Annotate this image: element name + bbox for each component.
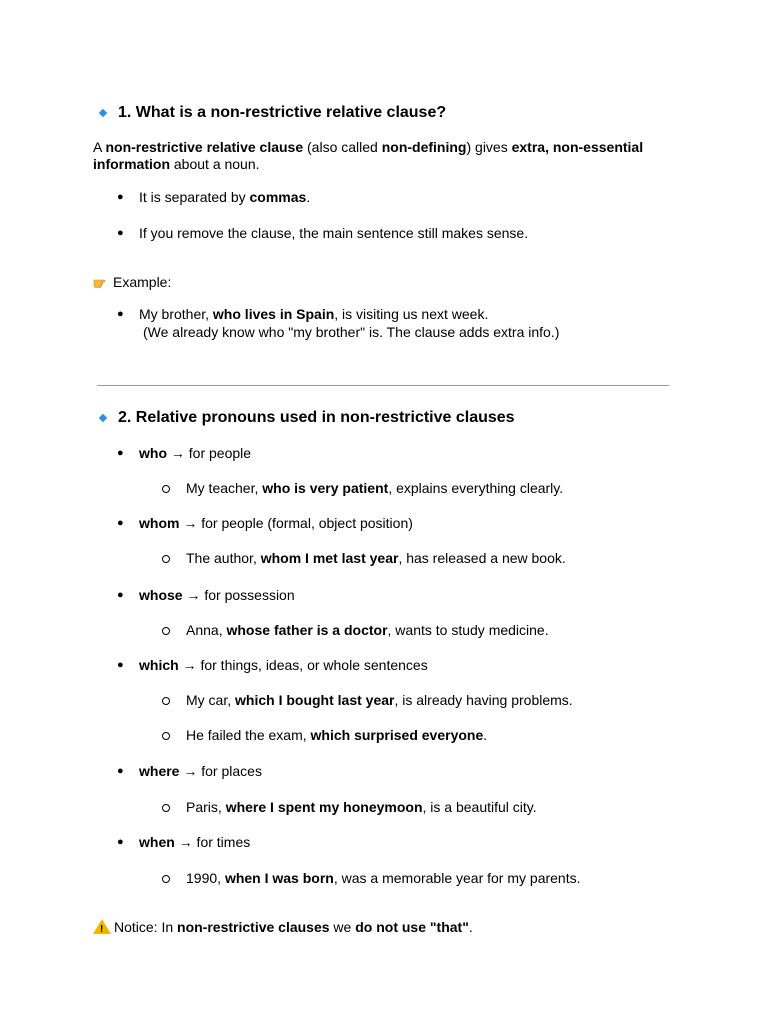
pronoun-desc: → for places: [179, 763, 262, 779]
pronoun-word: where: [139, 763, 180, 779]
pronoun-example: [186, 622, 549, 639]
notice-text-2: we: [329, 919, 356, 935]
bullet-icon: ●: [117, 517, 124, 529]
pronoun-example: [186, 550, 566, 567]
example-post: , wants to study medicine.: [387, 622, 549, 638]
bullet-icon: ●: [117, 447, 124, 459]
example-bold: which I bought last year: [235, 692, 395, 708]
example-post: , is a beautiful city.: [422, 799, 537, 815]
section-1-heading: [98, 104, 446, 122]
bullet-icon: ●: [117, 836, 124, 848]
bullet-icon: ●: [117, 659, 124, 671]
example-text-2: , is visiting us next week.: [334, 306, 489, 322]
intro-bold-4: information: [93, 156, 170, 172]
circle-bullet-icon: [162, 697, 170, 705]
intro-bold-2: non-defining: [381, 139, 467, 155]
notice-bold-1: non-restrictive clauses: [177, 919, 330, 935]
example-label: [93, 274, 171, 291]
pronoun-item-which: [139, 657, 428, 674]
pointing-hand-icon: [93, 275, 109, 287]
bullet-icon: ●: [117, 765, 124, 777]
pronoun-desc: → for possession: [182, 587, 295, 603]
pronoun-word: which: [139, 657, 179, 673]
point-text: If you remove the clause, the main sentence still makes sense.: [139, 225, 529, 241]
pronoun-desc: → for times: [174, 834, 251, 850]
pronoun-example: [186, 480, 563, 497]
pronoun-desc: → for people: [167, 445, 252, 461]
example-pre: My car,: [186, 692, 236, 708]
pronoun-example: [186, 727, 487, 744]
intro-text-2: (also called: [303, 139, 382, 155]
list-item: [139, 225, 528, 242]
pronoun-item-whom: [139, 515, 413, 532]
section-1-heading-text: 1. What is a non-restrictive relative clause?: [118, 104, 447, 121]
warning-icon: [93, 919, 111, 934]
section-divider: [97, 385, 669, 386]
point-text: It is separated by: [139, 189, 250, 205]
blue-diamond-icon: [99, 414, 107, 422]
example-pre: He failed the exam,: [186, 727, 311, 743]
pronoun-item-who: [139, 445, 251, 462]
example-bold: when I was born: [224, 870, 334, 886]
circle-bullet-icon: [162, 485, 170, 493]
pronoun-desc: → for things, ideas, or whole sentences: [178, 657, 428, 673]
example-pre: Paris,: [186, 799, 226, 815]
list-item: [139, 189, 310, 206]
bullet-icon: ●: [117, 308, 124, 320]
point-bold: commas: [249, 189, 307, 205]
pronoun-word: whom: [139, 515, 180, 531]
notice-line: [93, 919, 473, 936]
circle-bullet-icon: [162, 875, 170, 883]
example-post: , explains everything clearly.: [388, 480, 564, 496]
section-2-heading: [98, 409, 515, 427]
example-bold: which surprised everyone: [310, 727, 484, 743]
pronoun-desc: → for people (formal, object position): [179, 515, 413, 531]
example-pre: The author,: [186, 550, 261, 566]
pronoun-item-when: [139, 834, 250, 851]
example-bold: whom I met last year: [260, 550, 399, 566]
blue-diamond-icon: [99, 109, 107, 117]
pronoun-word: when: [139, 834, 175, 850]
circle-bullet-icon: [162, 804, 170, 812]
example-note: (We already know who "my brother" is. The clause adds extra info.): [143, 324, 560, 340]
circle-bullet-icon: [162, 732, 170, 740]
point-after: .: [306, 189, 311, 205]
example-post: .: [483, 727, 488, 743]
circle-bullet-icon: [162, 555, 170, 563]
example-pre: 1990,: [186, 870, 225, 886]
example-text-1: My brother,: [139, 306, 213, 322]
pronoun-word: whose: [139, 587, 183, 603]
pronoun-example: [186, 799, 537, 816]
bullet-icon: ●: [117, 589, 124, 601]
example-pre: Anna,: [186, 622, 227, 638]
intro-text-1: A: [93, 139, 106, 155]
example-post: , is already having problems.: [394, 692, 573, 708]
intro-text-4: about a noun.: [170, 156, 260, 172]
example-bold: where I spent my honeymoon: [225, 799, 423, 815]
intro-bold-1: non-restrictive relative clause: [105, 139, 304, 155]
example-bold: who is very patient: [262, 480, 389, 496]
section-2-heading-text: 2. Relative pronouns used in non-restrictive clauses: [118, 409, 515, 426]
notice-text-1: Notice: In: [114, 919, 178, 935]
pronoun-word: who: [139, 445, 167, 461]
pronoun-item-where: [139, 763, 262, 780]
bullet-icon: ●: [117, 191, 124, 203]
intro-bold-3: extra, non-essential: [511, 139, 644, 155]
circle-bullet-icon: [162, 627, 170, 635]
example-sentence: [139, 306, 488, 323]
example-post: , was a memorable year for my parents.: [333, 870, 581, 886]
example-bold: whose father is a doctor: [226, 622, 388, 638]
pronoun-example: [186, 692, 573, 709]
intro-text-3: ) gives: [466, 139, 512, 155]
notice-bold-2: do not use "that": [355, 919, 469, 935]
bullet-icon: ●: [117, 227, 124, 239]
example-pre: My teacher,: [186, 480, 263, 496]
example-label-text: Example:: [113, 274, 172, 290]
pronoun-item-whose: [139, 587, 295, 604]
example-post: , has released a new book.: [398, 550, 566, 566]
pronoun-example: [186, 870, 581, 887]
intro-paragraph: [93, 139, 673, 173]
notice-text-3: .: [468, 919, 473, 935]
example-bold: who lives in Spain: [212, 306, 335, 322]
